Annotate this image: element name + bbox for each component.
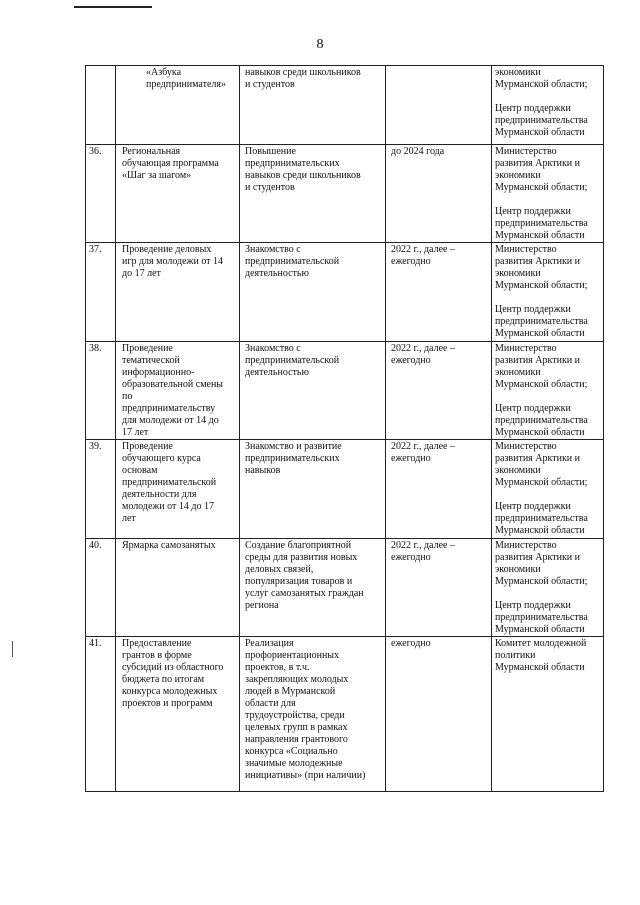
goal-line: навыков xyxy=(245,465,281,476)
row-number-text: 38. xyxy=(89,343,102,354)
resp2-line: Мурманской области xyxy=(495,127,585,138)
events-table-body xyxy=(86,66,604,792)
resp-line: Комитет молодежной xyxy=(495,638,587,649)
row-number xyxy=(86,145,116,243)
resp2-line: предпринимательства xyxy=(495,115,588,126)
name-line: Проведение xyxy=(122,441,173,452)
resp2-line: Мурманской области xyxy=(495,624,585,635)
resp-line: развития Арктики и xyxy=(495,355,581,366)
resp-line: развития Арктики и xyxy=(495,256,581,267)
resp-line: Министерство xyxy=(495,343,557,354)
name-line: предпринимательской xyxy=(122,477,217,488)
resp2-line: Центр поддержки xyxy=(495,600,571,611)
goal-line: инициативы» (при наличии) xyxy=(245,770,366,781)
event-term-cell xyxy=(386,243,492,342)
goal-line: услуг самозанятых граждан xyxy=(245,588,364,599)
spacer xyxy=(495,292,600,304)
goal-line: Повышение xyxy=(245,146,296,157)
event-name-cell xyxy=(116,243,240,342)
event-term-cell xyxy=(386,342,492,440)
row-number-text: 41. xyxy=(89,638,102,649)
event-goal-cell xyxy=(240,342,386,440)
table-row xyxy=(86,243,604,342)
goal-line: профориентационных xyxy=(245,650,340,661)
resp2-line: предпринимательства xyxy=(495,316,588,327)
resp2-line: предпринимательства xyxy=(495,612,588,623)
event-term-cell xyxy=(386,66,492,145)
name-line: до 17 лет xyxy=(122,268,161,279)
resp-line: развития Арктики и xyxy=(495,158,581,169)
event-goal-cell xyxy=(240,440,386,539)
table-row xyxy=(86,440,604,539)
table-row xyxy=(86,342,604,440)
name-line: 17 лет xyxy=(122,427,149,438)
event-goal-cell xyxy=(240,145,386,243)
term-line: 2022 г., далее – xyxy=(391,441,455,452)
resp-line: Мурманской области; xyxy=(495,576,588,587)
event-term-cell xyxy=(386,539,492,637)
table-row xyxy=(86,145,604,243)
name-line: игр для молодежи от 14 xyxy=(122,256,224,267)
goal-line: деятельностью xyxy=(245,268,309,279)
name-line: конкурса молодежных xyxy=(122,686,218,697)
goal-line: региона xyxy=(245,600,279,611)
event-responsible-cell xyxy=(492,637,604,792)
resp-line: Мурманской области; xyxy=(495,182,588,193)
event-goal-cell xyxy=(240,637,386,792)
resp2-line: предпринимательства xyxy=(495,415,588,426)
event-goal-cell xyxy=(240,243,386,342)
table-row xyxy=(86,637,604,792)
goal-line: деловых связей, xyxy=(245,564,314,575)
term-line: 2022 г., далее – xyxy=(391,244,455,255)
event-term-cell xyxy=(386,440,492,539)
name-line: лет xyxy=(122,513,136,524)
goal-line: предпринимательских xyxy=(245,453,340,464)
resp2-line: Мурманской области xyxy=(495,427,585,438)
name-line: обучающего курса xyxy=(122,453,201,464)
resp2-line: предпринимательства xyxy=(495,218,588,229)
name-line: информационно- xyxy=(122,367,195,378)
goal-line: проектов, в т.ч. xyxy=(245,662,310,673)
resp-line: экономики xyxy=(495,67,541,78)
goal-line: Создание благоприятной xyxy=(245,540,352,551)
row-number xyxy=(86,539,116,637)
goal-line: Знакомство с xyxy=(245,244,301,255)
resp-line: экономики xyxy=(495,564,541,575)
event-goal-cell xyxy=(240,66,386,145)
name-line: Региональная xyxy=(122,146,181,157)
resp-line: экономики xyxy=(495,367,541,378)
event-responsible-cell xyxy=(492,66,604,145)
term-line: ежегодно xyxy=(391,638,431,649)
event-term-cell xyxy=(386,637,492,792)
name-line: бюджета по итогам xyxy=(122,674,205,685)
event-responsible-cell xyxy=(492,342,604,440)
resp-line: Министерство xyxy=(495,441,557,452)
resp2-line: Центр поддержки xyxy=(495,304,571,315)
event-name-cell xyxy=(116,539,240,637)
goal-line: популяризация товаров и xyxy=(245,576,353,587)
resp2-line: Центр поддержки xyxy=(495,103,571,114)
name-line: Предоставление xyxy=(122,638,192,649)
resp2-line: Мурманской области xyxy=(495,328,585,339)
row-number-text: 36. xyxy=(89,146,102,157)
scan-artifact-mark xyxy=(12,641,13,657)
table-row xyxy=(86,66,604,145)
goal-line: деятельностью xyxy=(245,367,309,378)
resp-line: Мурманской области; xyxy=(495,477,588,488)
term-line: ежегодно xyxy=(391,453,431,464)
resp-line: экономики xyxy=(495,465,541,476)
goal-line: направления грантового xyxy=(245,734,348,745)
goal-line: области для xyxy=(245,698,296,709)
goal-line: трудоустройства, среди xyxy=(245,710,345,721)
event-name-cell xyxy=(116,145,240,243)
goal-line: значимые молодежные xyxy=(245,758,343,769)
row-number-text: 37. xyxy=(89,244,102,255)
name-line: предпринимателя» xyxy=(146,79,226,90)
name-line: молодежи от 14 до 17 xyxy=(122,501,215,512)
resp2-line: Центр поддержки xyxy=(495,403,571,414)
goal-line: Знакомство и развитие xyxy=(245,441,342,452)
term-line: ежегодно xyxy=(391,256,431,267)
name-line: основам xyxy=(122,465,158,476)
goal-line: предпринимательской xyxy=(245,355,340,366)
spacer xyxy=(495,489,600,501)
resp-line: развития Арктики и xyxy=(495,453,581,464)
goal-line: среды для развития новых xyxy=(245,552,358,563)
goal-line: людей в Мурманской xyxy=(245,686,336,697)
resp-line: экономики xyxy=(495,268,541,279)
row-number xyxy=(86,440,116,539)
name-line: для молодежи от 14 до xyxy=(122,415,219,426)
resp-line: Мурманской области xyxy=(495,662,585,673)
goal-line: навыков среди школьников xyxy=(245,67,361,78)
term-line: до 2024 года xyxy=(391,146,445,157)
row-number xyxy=(86,637,116,792)
name-line: грантов в форме xyxy=(122,650,192,661)
goal-line: и студентов xyxy=(245,79,295,90)
resp2-line: Центр поддержки xyxy=(495,206,571,217)
goal-line: навыков среди школьников xyxy=(245,170,361,181)
name-line: предпринимательству xyxy=(122,403,216,414)
resp2-line: Центр поддержки xyxy=(495,501,571,512)
name-line: Ярмарка самозанятых xyxy=(122,540,216,551)
resp-line: Министерство xyxy=(495,540,557,551)
resp-line: Мурманской области; xyxy=(495,280,588,291)
row-number xyxy=(86,342,116,440)
goal-line: закрепляющих молодых xyxy=(245,674,349,685)
row-number xyxy=(86,243,116,342)
event-responsible-cell xyxy=(492,539,604,637)
event-responsible-cell xyxy=(492,440,604,539)
row-number xyxy=(86,66,116,145)
resp2-line: предпринимательства xyxy=(495,513,588,524)
resp-line: политики xyxy=(495,650,536,661)
resp-line: Мурманской области; xyxy=(495,379,588,390)
event-goal-cell xyxy=(240,539,386,637)
event-name-cell xyxy=(116,342,240,440)
name-line: по xyxy=(122,391,133,402)
name-line: образовательной смены xyxy=(122,379,224,390)
spacer xyxy=(495,391,600,403)
name-line: Проведение xyxy=(122,343,173,354)
table-row xyxy=(86,539,604,637)
goal-line: и студентов xyxy=(245,182,295,193)
name-line: «Азбука xyxy=(146,67,182,78)
name-line: «Шаг за шагом» xyxy=(122,170,192,181)
row-number-text: 39. xyxy=(89,441,102,452)
spacer xyxy=(495,194,600,206)
name-line: деятельности для xyxy=(122,489,197,500)
event-responsible-cell xyxy=(492,145,604,243)
page-number: 8 xyxy=(316,37,324,52)
resp2-line: Мурманской области xyxy=(495,525,585,536)
goal-line: предпринимательских xyxy=(245,158,340,169)
name-line: тематической xyxy=(122,355,180,366)
resp-line: развития Арктики и xyxy=(495,552,581,563)
resp-line: Мурманской области; xyxy=(495,79,588,90)
goal-line: конкурса «Социально xyxy=(245,746,338,757)
event-name-cell xyxy=(116,440,240,539)
resp-line: экономики xyxy=(495,170,541,181)
resp2-line: Мурманской области xyxy=(495,230,585,241)
goal-line: Реализация xyxy=(245,638,294,649)
events-table xyxy=(85,65,604,792)
scan-artifact-line xyxy=(74,6,152,8)
goal-line: предпринимательской xyxy=(245,256,340,267)
term-line: ежегодно xyxy=(391,355,431,366)
term-line: 2022 г., далее – xyxy=(391,540,455,551)
event-term-cell xyxy=(386,145,492,243)
term-line: ежегодно xyxy=(391,552,431,563)
resp-line: Министерство xyxy=(495,146,557,157)
event-name-cell xyxy=(116,66,240,145)
goal-line: целевых групп в рамках xyxy=(245,722,348,733)
row-number-text: 40. xyxy=(89,540,102,551)
resp-line: Министерство xyxy=(495,244,557,255)
term-line: 2022 г., далее – xyxy=(391,343,455,354)
name-line: обучающая программа xyxy=(122,158,219,169)
spacer xyxy=(495,91,600,103)
event-name-cell xyxy=(116,637,240,792)
event-responsible-cell xyxy=(492,243,604,342)
name-line: проектов и программ xyxy=(122,698,213,709)
name-line: Проведение деловых xyxy=(122,244,212,255)
name-line: субсидий из областного xyxy=(122,662,224,673)
goal-line: Знакомство с xyxy=(245,343,301,354)
spacer xyxy=(495,588,600,600)
